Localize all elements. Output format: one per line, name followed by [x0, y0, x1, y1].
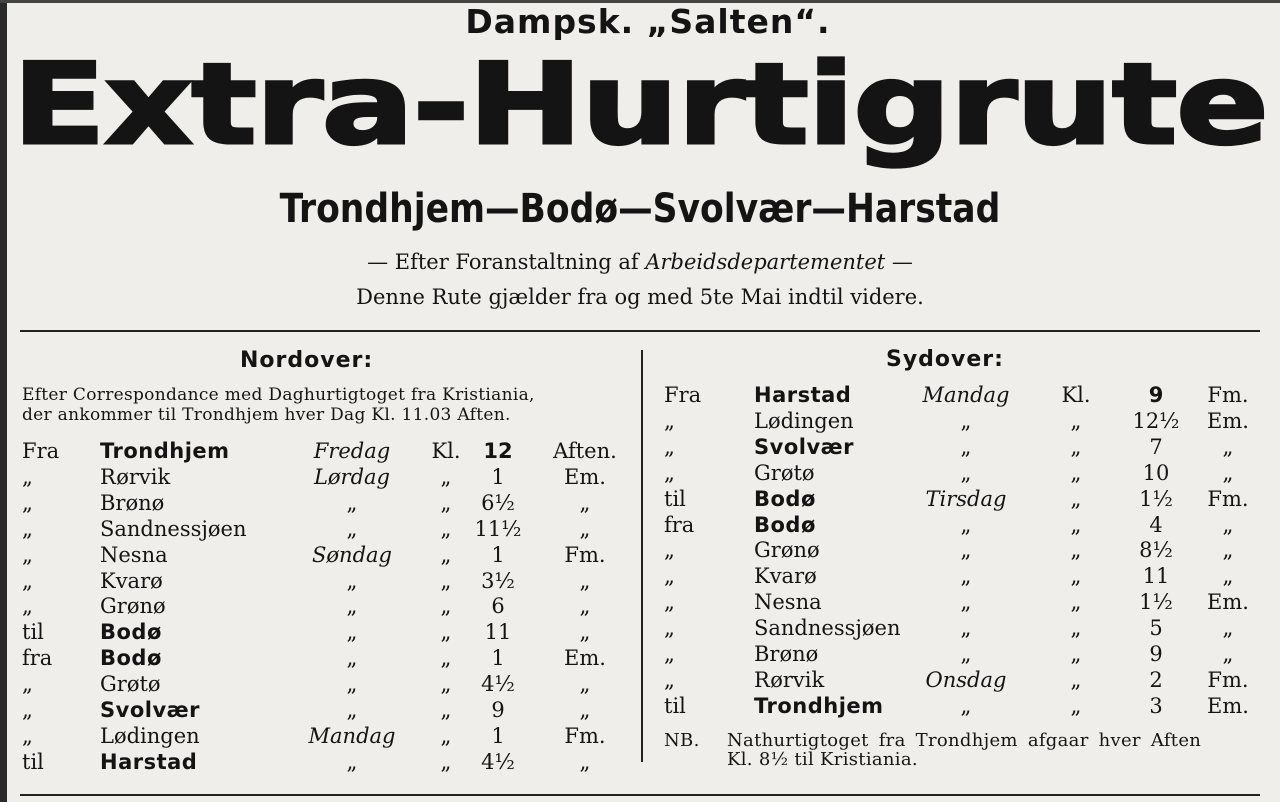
direction: til — [664, 693, 686, 718]
time-of-day: „ — [579, 620, 591, 645]
departure-time: 12½ — [1132, 408, 1180, 433]
weekday: „ — [346, 620, 358, 645]
timetable-row — [0, 693, 1280, 719]
weekday: Mandag — [922, 383, 1010, 407]
timetable-row — [0, 589, 1280, 615]
departure-time: 10 — [1142, 460, 1170, 485]
direction: „ — [22, 542, 33, 567]
direction: til — [22, 620, 44, 645]
port-name: Rørvik — [754, 667, 825, 692]
direction: „ — [664, 590, 675, 615]
departure-time: 4½ — [481, 672, 515, 697]
time-of-day: Fm. — [1207, 383, 1249, 407]
time-of-day: Em. — [564, 464, 606, 489]
port-name: Lødingen — [100, 723, 200, 748]
direction: „ — [664, 408, 675, 433]
time-of-day: „ — [1222, 460, 1234, 485]
kl-marker: „ — [440, 646, 452, 671]
route-line: Trondhjem—Bodø—Svolvær—Harstad — [279, 186, 1001, 232]
validity-line: Denne Rute gjælder fra og med 5te Mai indtil videre. — [356, 285, 924, 309]
port-name: Harstad — [100, 749, 198, 774]
page-title: Extra-Hurtigrute — [12, 40, 1268, 170]
time-of-day: Em. — [1207, 590, 1249, 615]
timetable-row — [0, 512, 1280, 538]
timetable-row — [0, 537, 1280, 563]
time-of-day: „ — [1222, 434, 1234, 459]
port-name: Harstad — [754, 383, 852, 407]
time-of-day: „ — [579, 490, 591, 515]
direction: „ — [22, 464, 33, 489]
departure-time: 4 — [1149, 512, 1163, 537]
kl-marker: „ — [440, 672, 452, 697]
departure-time: 3½ — [481, 568, 515, 593]
direction: til — [22, 749, 44, 774]
weekday: Søndag — [312, 542, 392, 567]
port-name: Sandnessjøen — [754, 616, 901, 641]
weekday: „ — [346, 490, 358, 515]
port-name: Brønø — [100, 490, 165, 515]
departure-time: 4½ — [481, 749, 515, 774]
departure-time: 5 — [1149, 616, 1163, 641]
direction: „ — [22, 594, 33, 619]
kl-marker: „ — [1070, 408, 1082, 433]
kl-marker: „ — [440, 723, 452, 748]
time-of-day: Aften. — [553, 439, 617, 463]
direction: „ — [664, 667, 675, 692]
timetable-row — [0, 486, 1280, 512]
timetable-row — [0, 563, 1280, 589]
time-of-day: „ — [579, 672, 591, 697]
timetable-row — [0, 615, 1280, 641]
nb-line2: Kl. 8½ til Kristiania. — [727, 749, 918, 770]
time-of-day: Fm. — [1207, 486, 1249, 511]
weekday: Tirsdag — [925, 486, 1007, 511]
time-of-day: „ — [1222, 564, 1234, 589]
kl-marker: „ — [1070, 693, 1082, 718]
port-name: Brønø — [754, 642, 819, 666]
time-of-day: „ — [1222, 512, 1234, 537]
port-name: Kvarø — [754, 564, 817, 589]
direction: „ — [664, 564, 675, 589]
port-name: Grøtø — [754, 460, 815, 485]
weekday: „ — [346, 516, 358, 541]
kl-marker: „ — [1070, 642, 1082, 666]
weekday: „ — [960, 460, 972, 485]
nb-line1: Nathurtigtoget fra Trondhjem afgaar hver Aften — [727, 730, 1202, 751]
departure-time: 9 — [1149, 642, 1163, 666]
port-name: Svolvær — [100, 698, 200, 722]
nb-label: NB. — [664, 730, 700, 751]
weekday: „ — [960, 642, 972, 666]
time-of-day: „ — [1222, 616, 1234, 641]
kl-marker: „ — [1070, 616, 1082, 641]
north-note-line2: der ankommer til Trondhjem hver Dag Kl. 11.03 Aften. — [22, 405, 511, 425]
kl-marker: „ — [1070, 538, 1082, 563]
departure-time: 9 — [491, 698, 505, 722]
direction: fra — [22, 646, 53, 671]
kl-marker: Kl. — [431, 439, 461, 463]
kl-marker: „ — [440, 749, 452, 774]
kl-marker: „ — [1070, 590, 1082, 615]
port-name: Trondhjem — [100, 439, 230, 463]
port-name: Bodø — [100, 620, 162, 645]
weekday: „ — [346, 672, 358, 697]
weekday: „ — [346, 568, 358, 593]
time-of-day: Fm. — [564, 542, 606, 567]
north-heading: Nordover: — [240, 348, 374, 373]
weekday: „ — [960, 564, 972, 589]
direction: „ — [664, 642, 675, 666]
bottom-divider — [20, 794, 1260, 796]
weekday: „ — [346, 698, 358, 722]
port-name: Nesna — [754, 590, 822, 615]
port-name: Grønø — [754, 538, 820, 563]
port-name: Lødingen — [754, 408, 854, 433]
time-of-day: Em. — [1207, 693, 1249, 718]
weekday: „ — [346, 594, 358, 619]
kl-marker: „ — [440, 620, 452, 645]
direction: „ — [664, 434, 675, 459]
port-name: Svolvær — [754, 434, 854, 459]
port-name: Grøtø — [100, 672, 161, 697]
departure-time: 11½ — [474, 516, 522, 541]
departure-time: 9 — [1148, 383, 1164, 407]
kl-marker: „ — [440, 542, 452, 567]
departure-time: 11 — [1142, 564, 1170, 589]
timetable-row — [0, 667, 1280, 693]
top-divider — [20, 330, 1260, 332]
weekday: „ — [346, 749, 358, 774]
direction: „ — [664, 616, 675, 641]
weekday: „ — [960, 512, 972, 537]
weekday: „ — [346, 646, 358, 671]
authority-line — [0, 250, 1280, 274]
timetable-row — [0, 434, 1280, 460]
direction: „ — [22, 490, 33, 515]
time-of-day: „ — [579, 568, 591, 593]
time-of-day: „ — [1222, 538, 1234, 563]
timetable-row — [0, 641, 1280, 667]
direction: „ — [22, 516, 33, 541]
kl-marker: „ — [440, 594, 452, 619]
north-note-line1: Efter Correspondance med Daghurtigtoget fra Kristiania, — [22, 385, 535, 405]
time-of-day: „ — [1222, 642, 1234, 666]
direction: „ — [22, 723, 33, 748]
port-name: Bodø — [754, 486, 816, 511]
departure-time: 1½ — [1139, 486, 1173, 511]
weekday: „ — [960, 590, 972, 615]
time-of-day: Fm. — [1207, 667, 1249, 692]
weekday: „ — [960, 538, 972, 563]
port-name: Rørvik — [100, 464, 171, 489]
direction: „ — [22, 698, 33, 722]
departure-time: 6 — [491, 594, 505, 619]
kl-marker: „ — [440, 698, 452, 722]
time-of-day: Em. — [1207, 408, 1249, 433]
port-name: Grønø — [100, 594, 166, 619]
direction: Fra — [664, 383, 702, 407]
kl-marker: „ — [1070, 434, 1082, 459]
departure-time: 1½ — [1139, 590, 1173, 615]
departure-time: 1 — [491, 464, 505, 489]
weekday: „ — [960, 693, 972, 718]
weekday: Mandag — [308, 723, 396, 748]
south-heading: Sydover: — [886, 347, 1004, 372]
port-name: Bodø — [100, 646, 162, 671]
departure-time: 11 — [484, 620, 512, 645]
weekday: „ — [960, 408, 972, 433]
weekday: „ — [960, 616, 972, 641]
time-of-day: Em. — [564, 646, 606, 671]
time-of-day: „ — [579, 516, 591, 541]
weekday: Lørdag — [313, 464, 391, 489]
departure-time: 7 — [1149, 434, 1163, 459]
direction: „ — [664, 538, 675, 563]
departure-time: 2 — [1149, 667, 1163, 692]
kl-marker: „ — [440, 464, 452, 489]
ship-name: Dampsk. „Salten“. — [465, 2, 831, 41]
kl-marker: Kl. — [1061, 383, 1091, 407]
time-of-day: „ — [579, 749, 591, 774]
weekday: Onsdag — [925, 667, 1007, 692]
kl-marker: „ — [1070, 667, 1082, 692]
port-name: Sandnessjøen — [100, 516, 247, 541]
kl-marker: „ — [1070, 486, 1082, 511]
direction: „ — [22, 568, 33, 593]
departure-time: 1 — [491, 542, 505, 567]
kl-marker: „ — [1070, 460, 1082, 485]
kl-marker: „ — [440, 568, 452, 593]
departure-time: 6½ — [481, 490, 515, 515]
timetable-row — [0, 460, 1280, 486]
kl-marker: „ — [440, 490, 452, 515]
port-name: Kvarø — [100, 568, 163, 593]
direction: Fra — [22, 439, 60, 463]
authority-name: Arbeidsdepartementet — [645, 250, 886, 274]
time-of-day: „ — [579, 698, 591, 722]
timetable-row — [0, 382, 1280, 408]
timetable-row — [0, 749, 1280, 775]
port-name: Nesna — [100, 542, 168, 567]
weekday: Fredag — [313, 439, 391, 463]
port-name: Bodø — [754, 512, 816, 537]
direction: fra — [664, 512, 695, 537]
departure-time: 1 — [491, 646, 505, 671]
time-of-day: „ — [579, 594, 591, 619]
departure-time: 1 — [491, 723, 505, 748]
direction: til — [664, 486, 686, 511]
direction: „ — [22, 672, 33, 697]
port-name: Trondhjem — [754, 693, 884, 718]
kl-marker: „ — [440, 516, 452, 541]
departure-time: 12 — [483, 439, 513, 463]
authority-suffix: — — [885, 250, 913, 274]
kl-marker: „ — [1070, 512, 1082, 537]
weekday: „ — [960, 434, 972, 459]
authority-prefix: — Efter Foranstaltning af — [367, 250, 646, 274]
departure-time: 3 — [1149, 693, 1163, 718]
time-of-day: Fm. — [564, 723, 606, 748]
kl-marker: „ — [1070, 564, 1082, 589]
timetable-row — [0, 408, 1280, 434]
departure-time: 8½ — [1139, 538, 1173, 563]
direction: „ — [664, 460, 675, 485]
